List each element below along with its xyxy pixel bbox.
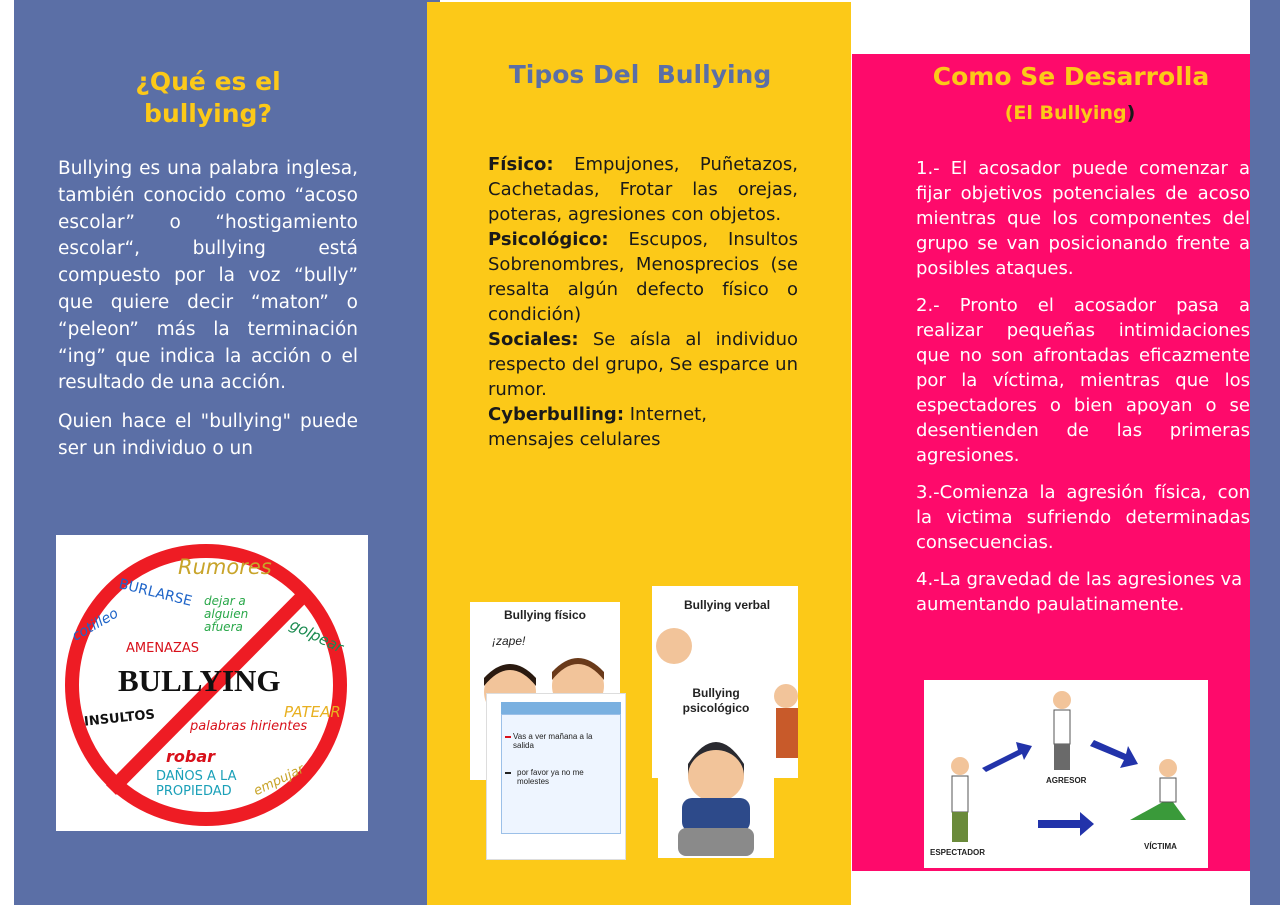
- type-label: Sociales:: [488, 329, 579, 350]
- victima-label: VÍCTIMA: [1144, 842, 1177, 851]
- word-empujar: empujar: [251, 761, 307, 800]
- right-title: Como Se Desarrolla: [932, 62, 1210, 91]
- word-rumores: Rumores: [178, 555, 272, 579]
- type-text: Empujones, Puñetazos, Cachetadas, Frotar las orejas, poteras, agresiones con objetos.: [488, 154, 798, 225]
- type-cyberbulling: [488, 402, 798, 452]
- espectador-label: ESPECTADOR: [930, 848, 985, 857]
- type-text: Internet, mensajes celulares: [488, 404, 707, 450]
- fisico-bubble: ¡zape!: [492, 634, 526, 648]
- step-1: 1.- El acosador puede comenzar a fijar objetivos potenciales de acoso mientras que los componentes del grupo se van posicionando frente a posibles ataques.: [916, 158, 1250, 279]
- word-robar: robar: [166, 747, 216, 766]
- word-palabras-hirientes: palabras hirientes: [190, 719, 308, 734]
- word-insultos: INSULTOS: [83, 707, 156, 730]
- word-danos: DAÑOS A LA PROPIEDAD: [156, 769, 237, 799]
- left-paragraph-2: Quien hace el "bullying" puede ser un individuo o un: [58, 411, 358, 459]
- fisico-label: Bullying físico: [504, 608, 587, 622]
- word-golpear: golpear: [286, 615, 347, 657]
- step-4: 4.-La gravedad de las agresiones va aumentando paulatinamente.: [916, 569, 1243, 615]
- type-sociales: [488, 327, 798, 402]
- right-subtitle: [930, 102, 1210, 124]
- type-text: Se aísla al individuo respecto del grupo, Se esparce un rumor.: [488, 329, 798, 400]
- type-label: Cyberbulling:: [488, 404, 625, 425]
- bullying-types: [488, 152, 798, 452]
- development-steps: [916, 156, 1250, 629]
- cyberbullying-image: [486, 693, 626, 860]
- left-title: ¿Qué es el bullying?: [135, 67, 281, 128]
- subtitle-text: (El Bullying: [1004, 102, 1127, 124]
- type-text: Escupos, Insultos Sobrenombres, Menosprecios (se resalta algún defecto físico o condición): [488, 229, 798, 325]
- type-fisico: [488, 152, 798, 227]
- chat-line-1: Vas a ver mañana a la salida: [513, 732, 593, 750]
- word-patear: PATEAR: [284, 703, 341, 721]
- word-cotilleo: cotilleo: [69, 605, 122, 645]
- bullying-stop-image: [56, 535, 368, 831]
- step-3: 3.-Comienza la agresión física, con la victima sufriendo determinadas consecuencias.: [916, 482, 1250, 553]
- word-bullying: BULLYING: [118, 663, 281, 698]
- type-label: Psicológico:: [488, 229, 609, 250]
- chat-dash: [505, 736, 511, 738]
- word-amenazas: AMENAZAS: [126, 641, 199, 656]
- middle-title: Tipos Del Bullying: [508, 60, 772, 89]
- type-psicologico: [488, 227, 798, 327]
- chat-line-2: por favor ya no me molestes: [517, 768, 584, 786]
- type-label: Físico:: [488, 154, 554, 175]
- left-body: [58, 156, 358, 508]
- bullying-roles-image: [924, 680, 1208, 868]
- verbal-label: Bullying verbal: [684, 598, 771, 612]
- subtitle-paren: ): [1126, 102, 1136, 124]
- window-titlebar: [501, 702, 621, 714]
- psicologico-label: Bullying psicológico: [682, 686, 750, 715]
- roles-diagram-icon: [924, 680, 1208, 868]
- left-paragraph-1: Bullying es una palabra inglesa, también conocido como “acoso escolar” o “hostigamiento escolar“, bullying está compuesto por la voz “bully” que quiere decir “maton” o “peleon” más la terminación “ing” que indica la acción o el resultado de una acción.: [58, 158, 358, 394]
- word-dejar-afuera: dejar a alguien afuera: [204, 594, 249, 634]
- agresor-label: AGRESOR: [1046, 776, 1087, 785]
- edge-strip: [1250, 0, 1280, 905]
- word-burlarse: BURLARSE: [117, 576, 194, 610]
- chat-dash: [505, 772, 511, 774]
- bullying-psicologico-image: [658, 680, 774, 858]
- step-2: 2.- Pronto el acosador pasa a realizar pequeñas intimidaciones que no son afrontadas eficazmente por la víctima, mientras que los espectadores o bien apoyan o se desentienden de las primeras agresiones.: [916, 295, 1250, 466]
- sad-kid-icon: [658, 680, 774, 858]
